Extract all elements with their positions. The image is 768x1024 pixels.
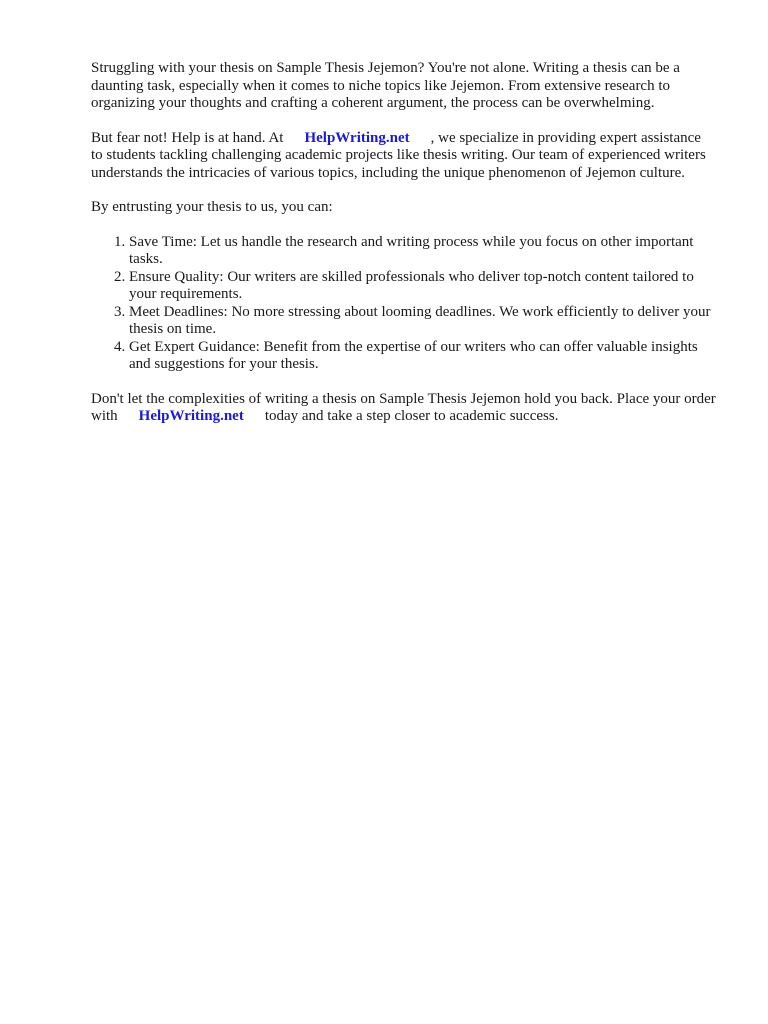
document-page	[91, 60, 716, 443]
benefit-item-save-time: 1. Save Time: Let us handle the research and writing process while you focus on other important tasks.	[129, 234, 716, 269]
help-paragraph	[91, 130, 716, 183]
help-text-after: , we specialize in providing expert assistance to students tackling challenging academic projects like thesis writing. Our team of experienced writers understands the intricacies of various topics, including the unique phenomenon of Jejemon culture.	[91, 129, 706, 181]
helpwriting-link-closing[interactable]: HelpWriting.net	[138, 408, 244, 424]
benefits-list	[91, 234, 716, 374]
entrust-paragraph: By entrusting your thesis to us, you can:	[91, 199, 333, 215]
help-text-before: But fear not! Help is at hand. At	[91, 129, 284, 146]
closing-paragraph	[91, 391, 716, 426]
closing-text-before: Don't let the complexities of writing a thesis on Sample Thesis Jejemon hold you back. Place your order with	[91, 390, 716, 424]
closing-text-after: today and take a step closer to academic success.	[264, 408, 559, 424]
intro-paragraph: Struggling with your thesis on Sample Thesis Jejemon? You're not alone. Writing a thesis can be a daunting task, especially when it comes to niche topics like Jejemon. From extensive research to organizing your thoughts and crafting a coherent argument, the process can be overwhelming.	[91, 60, 680, 111]
benefit-item-meet-deadlines: 3. Meet Deadlines: No more stressing about looming deadlines. We work efficiently to deliver your thesis on time.	[129, 304, 716, 339]
benefit-item-ensure-quality: 2. Ensure Quality: Our writers are skilled professionals who deliver top-notch content tailored to your requirements.	[129, 269, 716, 304]
helpwriting-link[interactable]: HelpWriting.net	[304, 129, 410, 146]
benefit-item-expert-guidance: 4. Get Expert Guidance: Benefit from the expertise of our writers who can offer valuable insights and suggestions for your thesis.	[129, 339, 716, 374]
